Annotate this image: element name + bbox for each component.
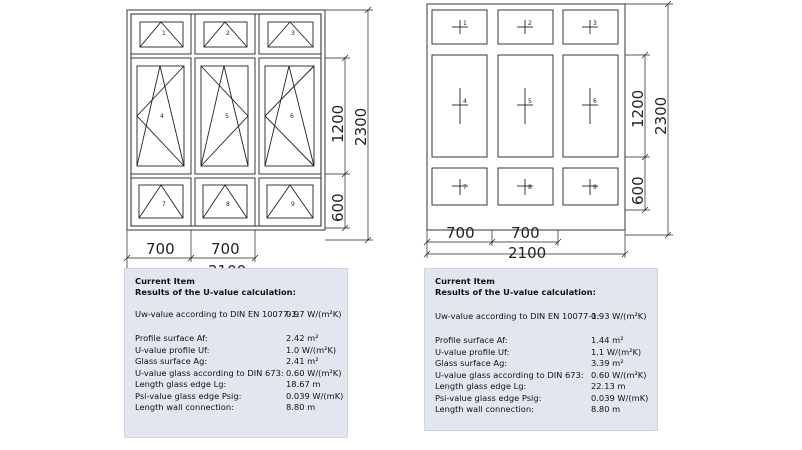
right-sash-number: 2: [528, 20, 532, 27]
result-value: 18.67 m: [286, 379, 321, 389]
left-panel-subtitle: Results of the U-value calculation:: [135, 287, 296, 297]
result-label: Glass surface Ag:: [435, 358, 508, 368]
result-row: [135, 356, 343, 367]
right-dim-700-a: 700: [446, 224, 475, 242]
right-sash-number: 9: [593, 184, 597, 191]
right-window-frame: [427, 4, 625, 230]
result-row: [435, 381, 653, 392]
right-panel-title: Current Item: [435, 276, 495, 286]
right-panel-subtitle: Results of the U-value calculation:: [435, 287, 596, 297]
result-label: Length glass edge Lg:: [135, 379, 227, 389]
result-value: 1.0 W/(m²K): [286, 344, 337, 355]
right-sash-number: 1: [463, 20, 467, 27]
result-row: [135, 391, 343, 402]
left-dim-700-a: 700: [146, 240, 175, 258]
result-label: Glass surface Ag:: [135, 356, 208, 366]
result-row: [135, 333, 343, 344]
right-window-crosses: [452, 20, 598, 195]
result-value: 3.39 m²: [591, 358, 624, 368]
left-panel-title: Current Item: [135, 276, 195, 286]
result-row: [435, 347, 653, 358]
left-results-panel: [124, 268, 348, 438]
result-row: [435, 335, 653, 346]
left-dim-700-b: 700: [211, 240, 240, 258]
result-label: Psi-value glass edge Psig:: [435, 392, 542, 403]
left-sash-number: 6: [290, 113, 294, 120]
left-sash-number: 3: [291, 30, 295, 37]
result-label: Length wall connection:: [135, 402, 234, 412]
result-label: Profile surface Af:: [135, 333, 208, 343]
result-value: 0.60 W/(m²K): [286, 367, 342, 378]
result-value: 0.97 W/(m²K): [286, 309, 342, 319]
result-value: 0.039 W/(mK): [591, 392, 649, 403]
left-sash-number: 9: [291, 201, 295, 208]
result-label: Length wall connection:: [435, 404, 534, 414]
left-sash-number: 2: [226, 30, 230, 37]
result-label: Psi-value glass edge Psig:: [135, 390, 242, 401]
left-dim-1200: 1200: [329, 104, 347, 143]
result-value: 1.1 W/(m²K): [591, 346, 642, 357]
right-sash-number: 5: [528, 98, 532, 105]
result-value: 0.93 W/(m²K): [591, 311, 647, 321]
right-sash-number: 6: [593, 98, 597, 105]
right-sash-number: 3: [593, 20, 597, 27]
left-window-inner-frame: [131, 14, 321, 226]
result-label: Uw-value according to DIN EN 10077-1:: [435, 311, 600, 321]
right-dim-2100: 2100: [508, 244, 547, 262]
result-value: 0.60 W/(m²K): [591, 369, 647, 380]
result-label: Length glass edge Lg:: [435, 381, 527, 391]
result-label: U-value profile Uf:: [135, 344, 210, 355]
right-dim-700-b: 700: [511, 224, 540, 242]
left-sash-number: 4: [160, 113, 164, 120]
right-sash-number: 8: [528, 184, 532, 191]
result-value: 2.41 m²: [286, 356, 319, 366]
right-dim-2300: 2300: [652, 96, 670, 135]
result-value: 8.80 m: [591, 404, 621, 414]
left-sash-number: 7: [162, 201, 166, 208]
result-row: [135, 309, 343, 320]
left-dim-2300: 2300: [352, 107, 370, 146]
right-sash-number: 7: [463, 184, 467, 191]
result-value: 1.44 m²: [591, 335, 624, 345]
result-value: 0.039 W/(mK): [286, 390, 344, 401]
result-label: U-value glass according to DIN 673:: [435, 369, 584, 380]
right-sash-number: 4: [463, 98, 467, 105]
result-row: [435, 404, 653, 415]
left-sash-number: 5: [225, 113, 229, 120]
result-row: [135, 345, 343, 356]
result-row: [435, 358, 653, 369]
result-value: 22.13 m: [591, 381, 626, 391]
result-row: [435, 370, 653, 381]
result-row: [135, 379, 343, 390]
left-sash-number: 8: [226, 201, 230, 208]
right-dim-600: 600: [629, 176, 647, 205]
left-dim-600: 600: [329, 193, 347, 222]
result-row: [435, 311, 653, 322]
result-row: [135, 368, 343, 379]
result-label: Uw-value according to DIN EN 10077-1:: [135, 309, 300, 319]
left-window-frame: [127, 10, 325, 230]
result-value: 2.42 m²: [286, 333, 319, 343]
result-value: 8.80 m: [286, 402, 316, 412]
result-row: [135, 402, 343, 413]
result-label: U-value glass according to DIN 673:: [135, 367, 284, 378]
result-label: Profile surface Af:: [435, 335, 508, 345]
right-dim-1200: 1200: [629, 89, 647, 128]
right-results-panel: [424, 268, 658, 431]
left-sash-number: 1: [162, 30, 166, 37]
right-window-drawing: [424, 1, 673, 262]
result-row: [435, 393, 653, 404]
result-label: U-value profile Uf:: [435, 346, 510, 357]
left-window-drawing: [124, 7, 373, 280]
